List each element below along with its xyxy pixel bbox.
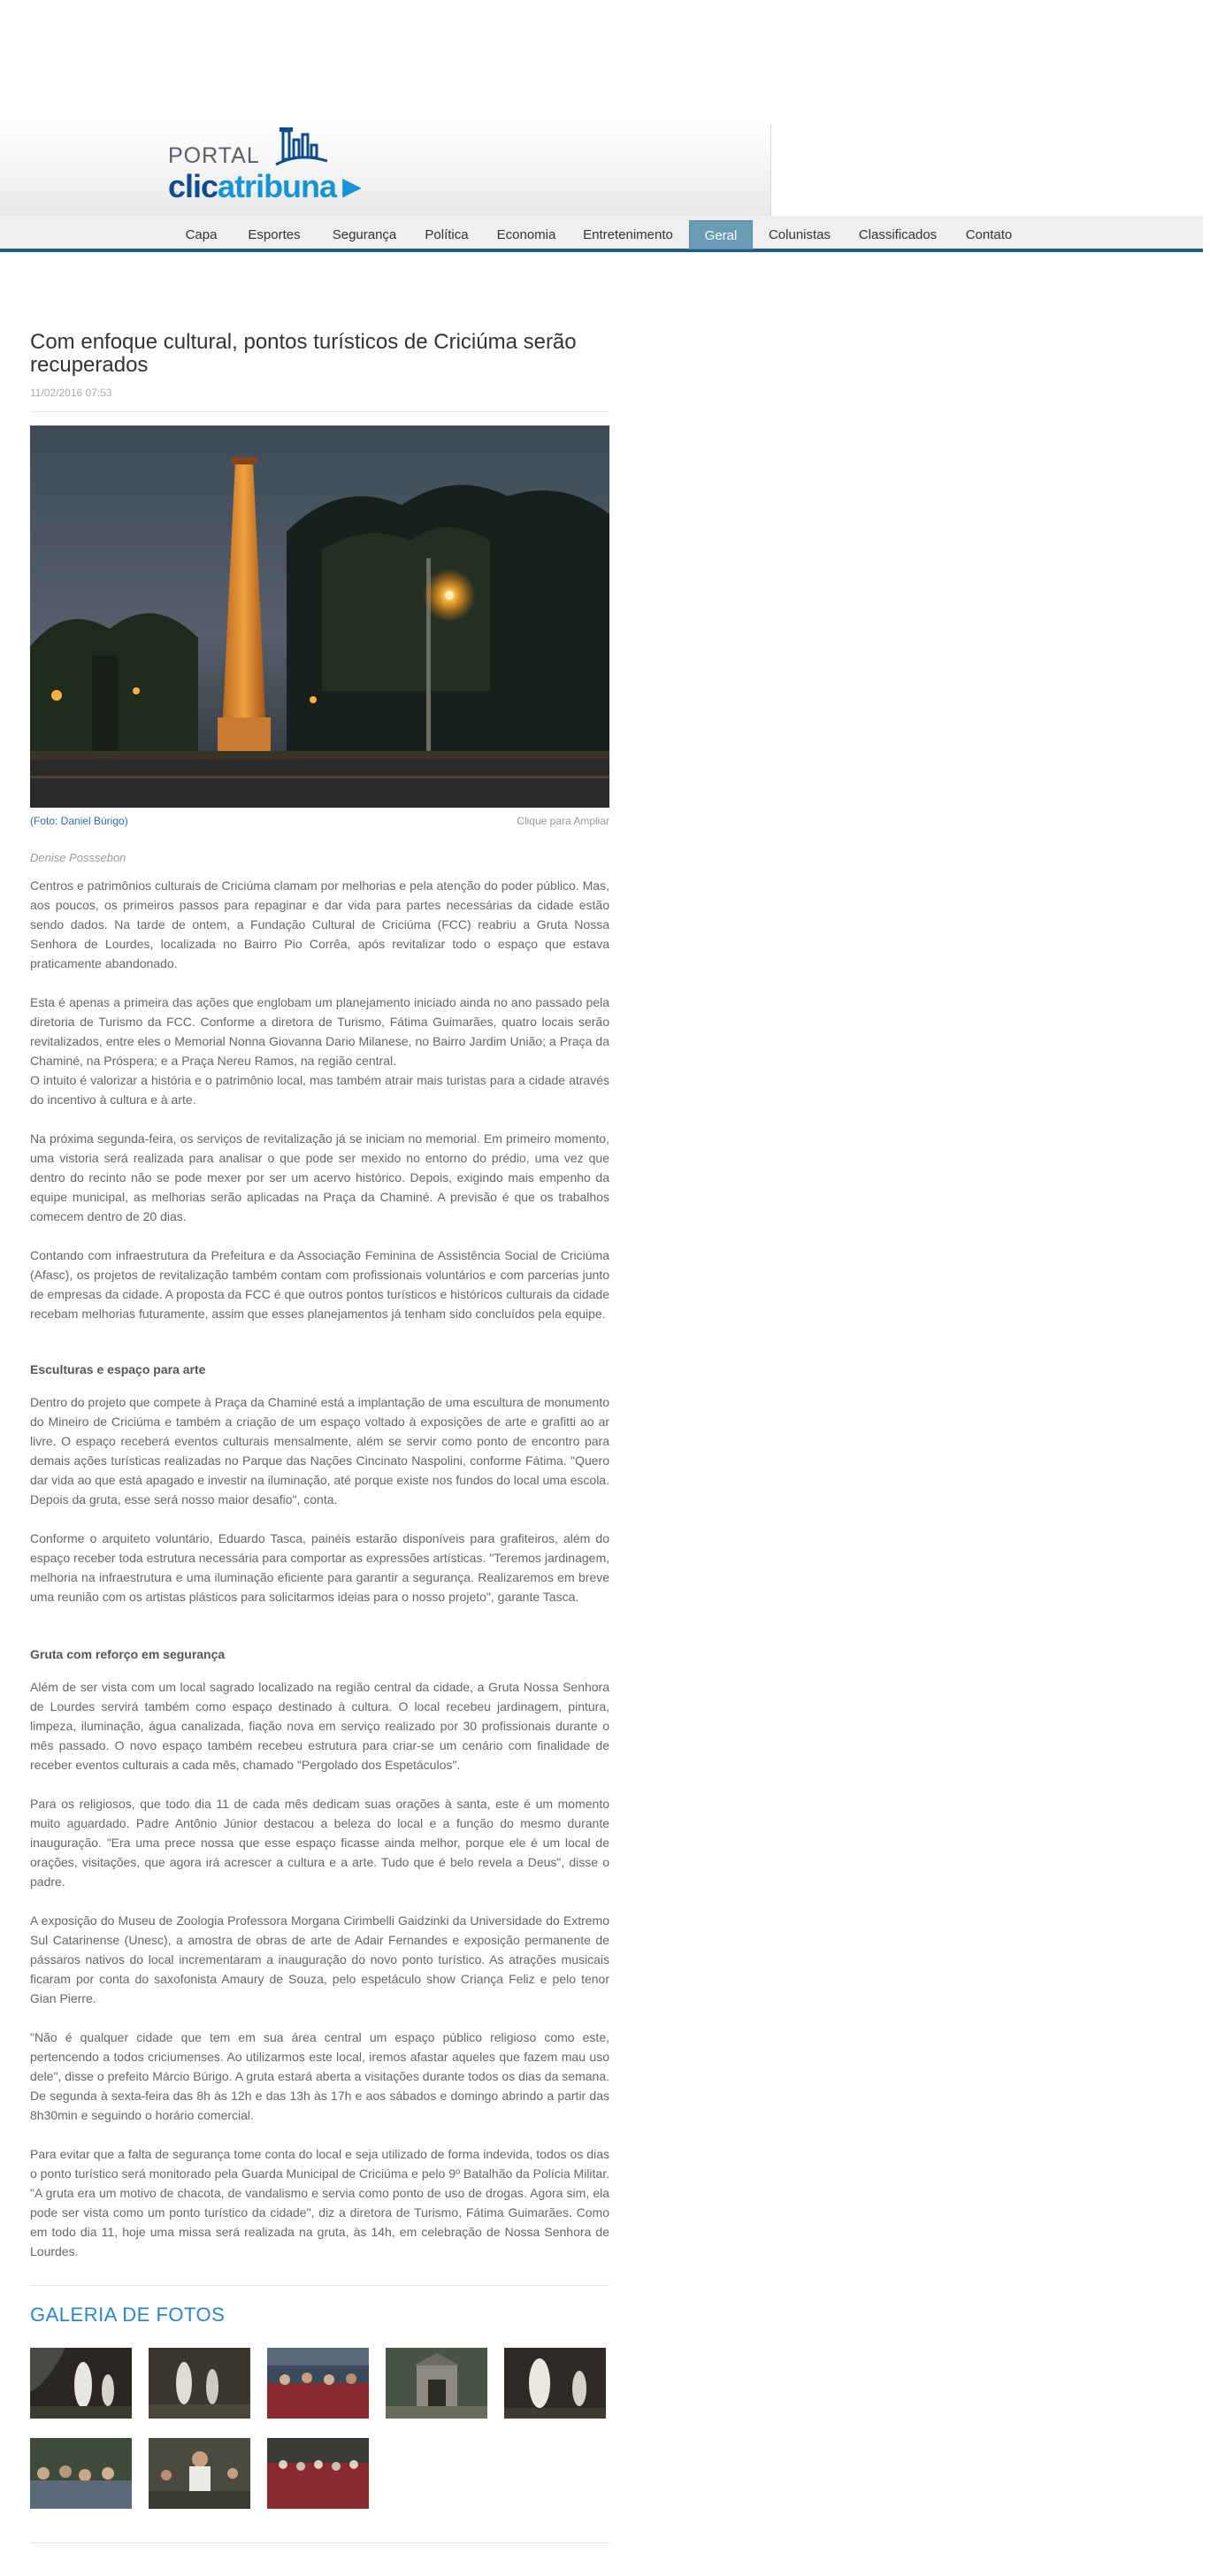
subhead-sculptures: Esculturas e espaço para arte (30, 1362, 206, 1376)
logo-portal-text: PORTAL (168, 143, 260, 168)
article-paragraph: Na próxima segunda-feira, os serviços de revitalização já se iniciam no memorial. Em primeiro momento, uma vistoria será realizada para analisar o que pode ser mexido no entorno do prédio, uma vez que dentro do recinto não se pode mexer por ser um acervo histórico. Depois, exigindo mais empenho da equipe municipal, as melhorias serão aplicadas na Praça da Chaminé. A previsão é que os trabalhos comecem dentro de 20 dias. (30, 1131, 609, 1223)
article-paragraph: Centros e patrimônios culturais de Criciúma clamam por melhorias e pela atenção do poder público. Mas, aos poucos, os primeiros passos para repaginar e dar vida para partes necessárias da cidade estão sendo dados. Na tarde de ontem, a Fundação Cultural de Criciúma (FCC) reabriu a Gruta Nossa Senhora de Lourdes, localizada no Bairro Pio Corrêa, após revitalizar todo o espaço que estava praticamente abandonado. (30, 878, 609, 970)
nav-politica[interactable]: Política (425, 227, 469, 242)
zoom-link[interactable]: Clique para Ampliar (517, 815, 609, 827)
article-photo[interactable] (30, 426, 609, 808)
nav-seguranca[interactable]: Segurança (332, 227, 397, 242)
site-logo[interactable] (168, 126, 367, 205)
header-band (0, 124, 771, 216)
gallery-thumb[interactable] (30, 2438, 132, 2509)
article-paragraph: Para os religiosos, que todo dia 11 de cada mês dedicam suas orações à santa, este é um momento muito aguardado. Padre Antônio Júnior destacou a beleza do local e a função do mesmo durante inauguração. "Era uma prece nossa que esse espaço ficasse ainda melhor, porque ele é um local de orações, visitações, que agora irá acrescer a cultura e a arte. Tudo que é belo revela a Deus", disse o padre. (30, 1797, 609, 1889)
article-paragraph: "Não é qualquer cidade que tem em sua área central um espaço público religioso como este, pertencendo a todos criciumenses. Ao utilizarmos este local, iremos afastar aqueles que fazem mau uso dele", disse o prefeito Márcio Búrigo. A gruta estará aberta a visitações durante todos os dias da semana. De segunda à sexta-feira das 8h às 12h e das 13h às 17h e aos sábados e domingo abrindo a partir das 8h30min e seguindo o horário comercial. (30, 2030, 609, 2122)
nav-capa[interactable]: Capa (185, 227, 218, 242)
gallery-thumb[interactable] (149, 2438, 250, 2509)
article-paragraph: Esta é apenas a primeira das ações que englobam um planejamento iniciado ainda no ano passado pela diretoria de Turismo da FCC. Conforme a diretora de Turismo, Fátima Guimarães, quatro locais serão revitalizados, entre eles o Memorial Nonna Giovanna Dario Milanese, no Bairro Jardim União; a Praça da Chaminé, na Próspera; e a Praça Nereu Ramos, na região central. O intuito é valorizar a história e o patrimônio local, mas também atrair mais turistas para a cidade através do incentivo à cultura e à arte. (30, 995, 609, 1107)
article-paragraph: Além de ser vista com um local sagrado localizado na região central da cidade, a Gruta Nossa Senhora de Lourdes servirá também como espaço destinado à cultura. O local recebeu jardinagem, pintura, limpeza, iluminação, água canalizada, fiação nova em serviço realizado por 30 profissionais durante o mês passado. O novo espaço também recebeu estrutura para criar-se um cenário com finalidade de receber eventos culturais a cada mês, chamado "Pergolado dos Espetáculos". (30, 1680, 609, 1772)
nav-geral[interactable]: Geral (689, 220, 753, 249)
article-author: Denise Posssebon (30, 851, 126, 864)
nav-economia[interactable]: Economia (496, 227, 556, 242)
gallery-title: GALERIA DE FOTOS (30, 2304, 226, 2326)
gallery-thumb[interactable] (267, 2438, 369, 2509)
chimney-photo (30, 426, 609, 808)
gallery-thumb[interactable] (504, 2348, 606, 2419)
building-icon (272, 126, 334, 168)
article-paragraph: Para evitar que a falta de segurança tome conta do local e seja utilizado de forma indevida, todos os dias o ponto turístico será monitorado pela Guarda Municipal de Criciúma e pelo 9º Batalhão da Polícia Militar. "A gruta era um motivo de chacota, de vandalismo e servia como ponto de uso de drogas. Agora sim, ela pode ser vista como um ponto turístico da cidade", diz a diretora de Turismo, Fátima Guimarães. Como em todo dia 11, hoje uma missa será realizada na gruta, às 14h, em celebração de Nossa Senhora de Lourdes. (30, 2147, 609, 2258)
subhead-security: Gruta com reforço em segurança (30, 1647, 226, 1661)
logo-wordmark: clicatribuna► (168, 168, 367, 204)
divider (30, 2285, 609, 2286)
article-title: Com enfoque cultural, pontos turísticos de Criciúma serão recuperados (30, 330, 577, 377)
gallery-thumb[interactable] (386, 2348, 487, 2419)
main-nav (0, 216, 1203, 252)
gallery-thumb[interactable] (30, 2348, 132, 2419)
article-paragraph: Dentro do projeto que compete à Praça da Chaminé está a implantação de uma escultura de monumento do Mineiro de Criciúma e também a criação de um espaço voltado à exposições de arte e grafitti ao ar livre. O espaço receberá eventos culturais mensalmente, além se servir como ponto de encontro para demais ações turísticas realizadas no Parque das Nações Cincinato Naspolini, conforme Fátima. "Quero dar vida ao que está apagado e investir na iluminação, até porque existe nos fundos do local uma escola. Depois da gruta, esse será nosso maior desafio", conta. (30, 1395, 609, 1506)
gallery-thumb[interactable] (267, 2348, 369, 2419)
article-paragraph: Contando com infraestrutura da Prefeitura e da Associação Feminina de Assistência Social de Criciúma (Afasc), os projetos de revitalização também contam com profissionais voluntários e com parcerias junto de empresas da cidade. A proposta da FCC é que outros pontos turísticos e históricos culturais da cidade recebam melhorias futuramente, assim que esses planejamentos já tenham sido concluídos pela equipe. (30, 1248, 609, 1321)
gallery-thumb[interactable] (149, 2348, 250, 2419)
nav-entretenimento[interactable]: Entretenimento (583, 227, 673, 242)
nav-contato[interactable]: Contato (965, 227, 1013, 242)
photo-credit: (Foto: Daniel Búrigo) (30, 815, 128, 827)
nav-colunistas[interactable]: Colunistas (768, 227, 831, 242)
nav-esportes[interactable]: Esportes (248, 227, 301, 242)
article-date: 11/02/2016 07:53 (30, 387, 112, 399)
divider (30, 2542, 609, 2543)
nav-classificados[interactable]: Classificados (858, 227, 938, 242)
article-paragraph: A exposição do Museu de Zoologia Professora Morgana Cirimbelli Gaidzinki da Universidade do Extremo Sul Catarinense (Unesc), a amostra de obras de arte de Adair Fernandes e exposição permanente de pássaros nativos do local incrementaram a inauguração do novo ponto turístico. As atrações musicais ficaram por conta do saxofonista Amaury de Souza, pelo espetáculo show Criança Feliz e pelo tenor Gian Pierre. (30, 1913, 609, 2005)
divider (30, 411, 609, 412)
article-paragraph: Conforme o arquiteto voluntário, Eduardo Tasca, painéis estarão disponíveis para grafiteiros, além do espaço receber toda estrutura necessária para comportar as expressões artísticas. "Teremos jardinagem, melhoria na infraestrutura e uma iluminação eficiente para garantir a segurança. Realizaremos em breve uma reunião com os artistas plásticos para solicitarmos ideias para o nosso projeto", garante Tasca. (30, 1531, 609, 1604)
